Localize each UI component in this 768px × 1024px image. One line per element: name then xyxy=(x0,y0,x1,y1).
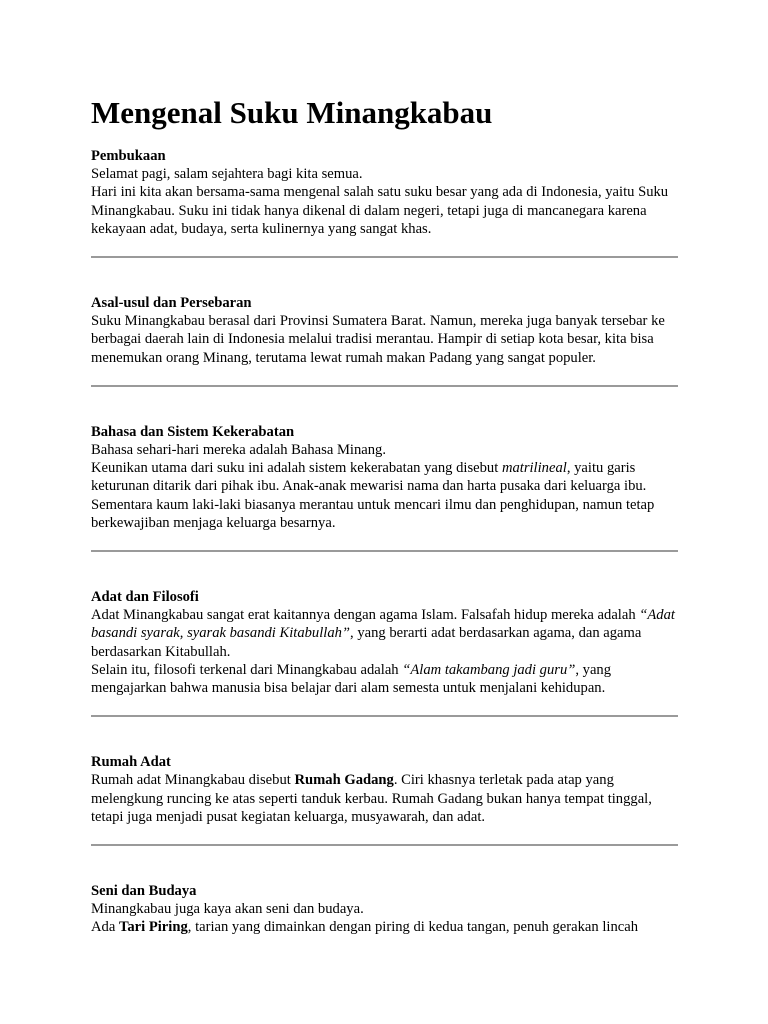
section-heading: Seni dan Budaya xyxy=(91,883,197,900)
paragraph xyxy=(91,459,678,532)
section-asal-usul xyxy=(91,294,678,367)
text-run: Keunikan utama dari suku ini adalah sistem kekerabatan yang disebut xyxy=(91,460,502,477)
document-title: Mengenal Suku Minangkabau xyxy=(91,95,493,130)
section-bahasa xyxy=(91,423,678,532)
paragraph: Suku Minangkabau berasal dari Provinsi Sumatera Barat. Namun, mereka juga banyak tersebar ke berbagai daerah lain di Indonesia melalui tradisi merantau. Hampir di setiap kota besar, kita bisa menemukan orang Minang, terutama lewat rumah makan Padang yang sangat populer. xyxy=(91,313,665,366)
paragraph: Bahasa sehari-hari mereka adalah Bahasa Minang. xyxy=(91,442,386,459)
text-run: , yang berarti adat berdasarkan agama, dan agama berdasarkan Kitabullah. xyxy=(91,625,642,660)
section-heading: Pembukaan xyxy=(91,148,166,164)
section-heading: Rumah Adat xyxy=(91,754,171,771)
paragraph: Selamat pagi, salam sejahtera bagi kita semua. xyxy=(91,166,363,183)
strong-text: Rumah Gadang xyxy=(294,772,394,789)
emphasis-text: matrilineal xyxy=(501,460,567,477)
paragraph xyxy=(91,661,678,697)
text-run: Adat Minangkabau sangat erat kaitannya dengan agama Islam. Falsafah hidup mereka adalah xyxy=(91,607,640,624)
section-rumah-adat xyxy=(91,753,678,826)
document-page xyxy=(91,93,678,937)
section-heading: Adat dan Filosofi xyxy=(91,589,199,606)
text-run: Selain itu, filosofi terkenal dari Minangkabau adalah xyxy=(91,661,403,678)
paragraph xyxy=(91,606,678,661)
text-run: , tarian yang dimainkan dengan piring di kedua tangan, penuh gerakan lincah xyxy=(187,919,638,936)
paragraph xyxy=(91,771,678,826)
section-heading: Asal-usul dan Persebaran xyxy=(91,295,252,312)
paragraph: Hari ini kita akan bersama-sama mengenal salah satu suku besar yang ada di Indonesia, yaitu Suku Minangkabau. Suku ini tidak hanya dikenal di dalam negeri, tetapi juga di mancanegara karena kekayaan adat, budaya, serta kulinernya yang sangat khas. xyxy=(91,184,669,237)
section-seni-budaya xyxy=(91,882,678,937)
emphasis-text: “Adat basandi syarak, syarak basandi Kitabullah” xyxy=(91,607,675,642)
paragraph: Minangkabau juga kaya akan seni dan budaya. xyxy=(91,901,364,918)
section-heading: Bahasa dan Sistem Kekerabatan xyxy=(91,423,295,440)
section-pembukaan xyxy=(91,147,678,238)
emphasis-text: “Alam takambang jadi guru” xyxy=(402,661,576,678)
text-run: Rumah adat Minangkabau disebut xyxy=(91,772,295,789)
text-run: Ada xyxy=(91,919,119,936)
paragraph xyxy=(91,918,678,936)
section-adat xyxy=(91,588,678,697)
text-run: . Ciri khasnya terletak pada atap yang melengkung runcing ke atas seperti tanduk kerbau. Rumah Gadang bukan hanya tempat tinggal, tetapi juga menjadi pusat kegiatan keluarga, musyawarah, dan adat. xyxy=(91,772,652,825)
text-run: , yaitu garis keturunan ditarik dari pihak ibu. Anak-anak mewarisi nama dan harta pusaka dari keluarga ibu. Sementara kaum laki-laki biasanya merantau untuk mencari ilmu dan penghidupan, namun tetap berkewajiban menjaga keluarga besarnya. xyxy=(91,460,655,531)
text-run: , yang mengajarkan bahwa manusia bisa belajar dari alam semesta untuk menjalani kehidupan. xyxy=(91,661,612,697)
strong-text: Tari Piring xyxy=(118,919,188,936)
